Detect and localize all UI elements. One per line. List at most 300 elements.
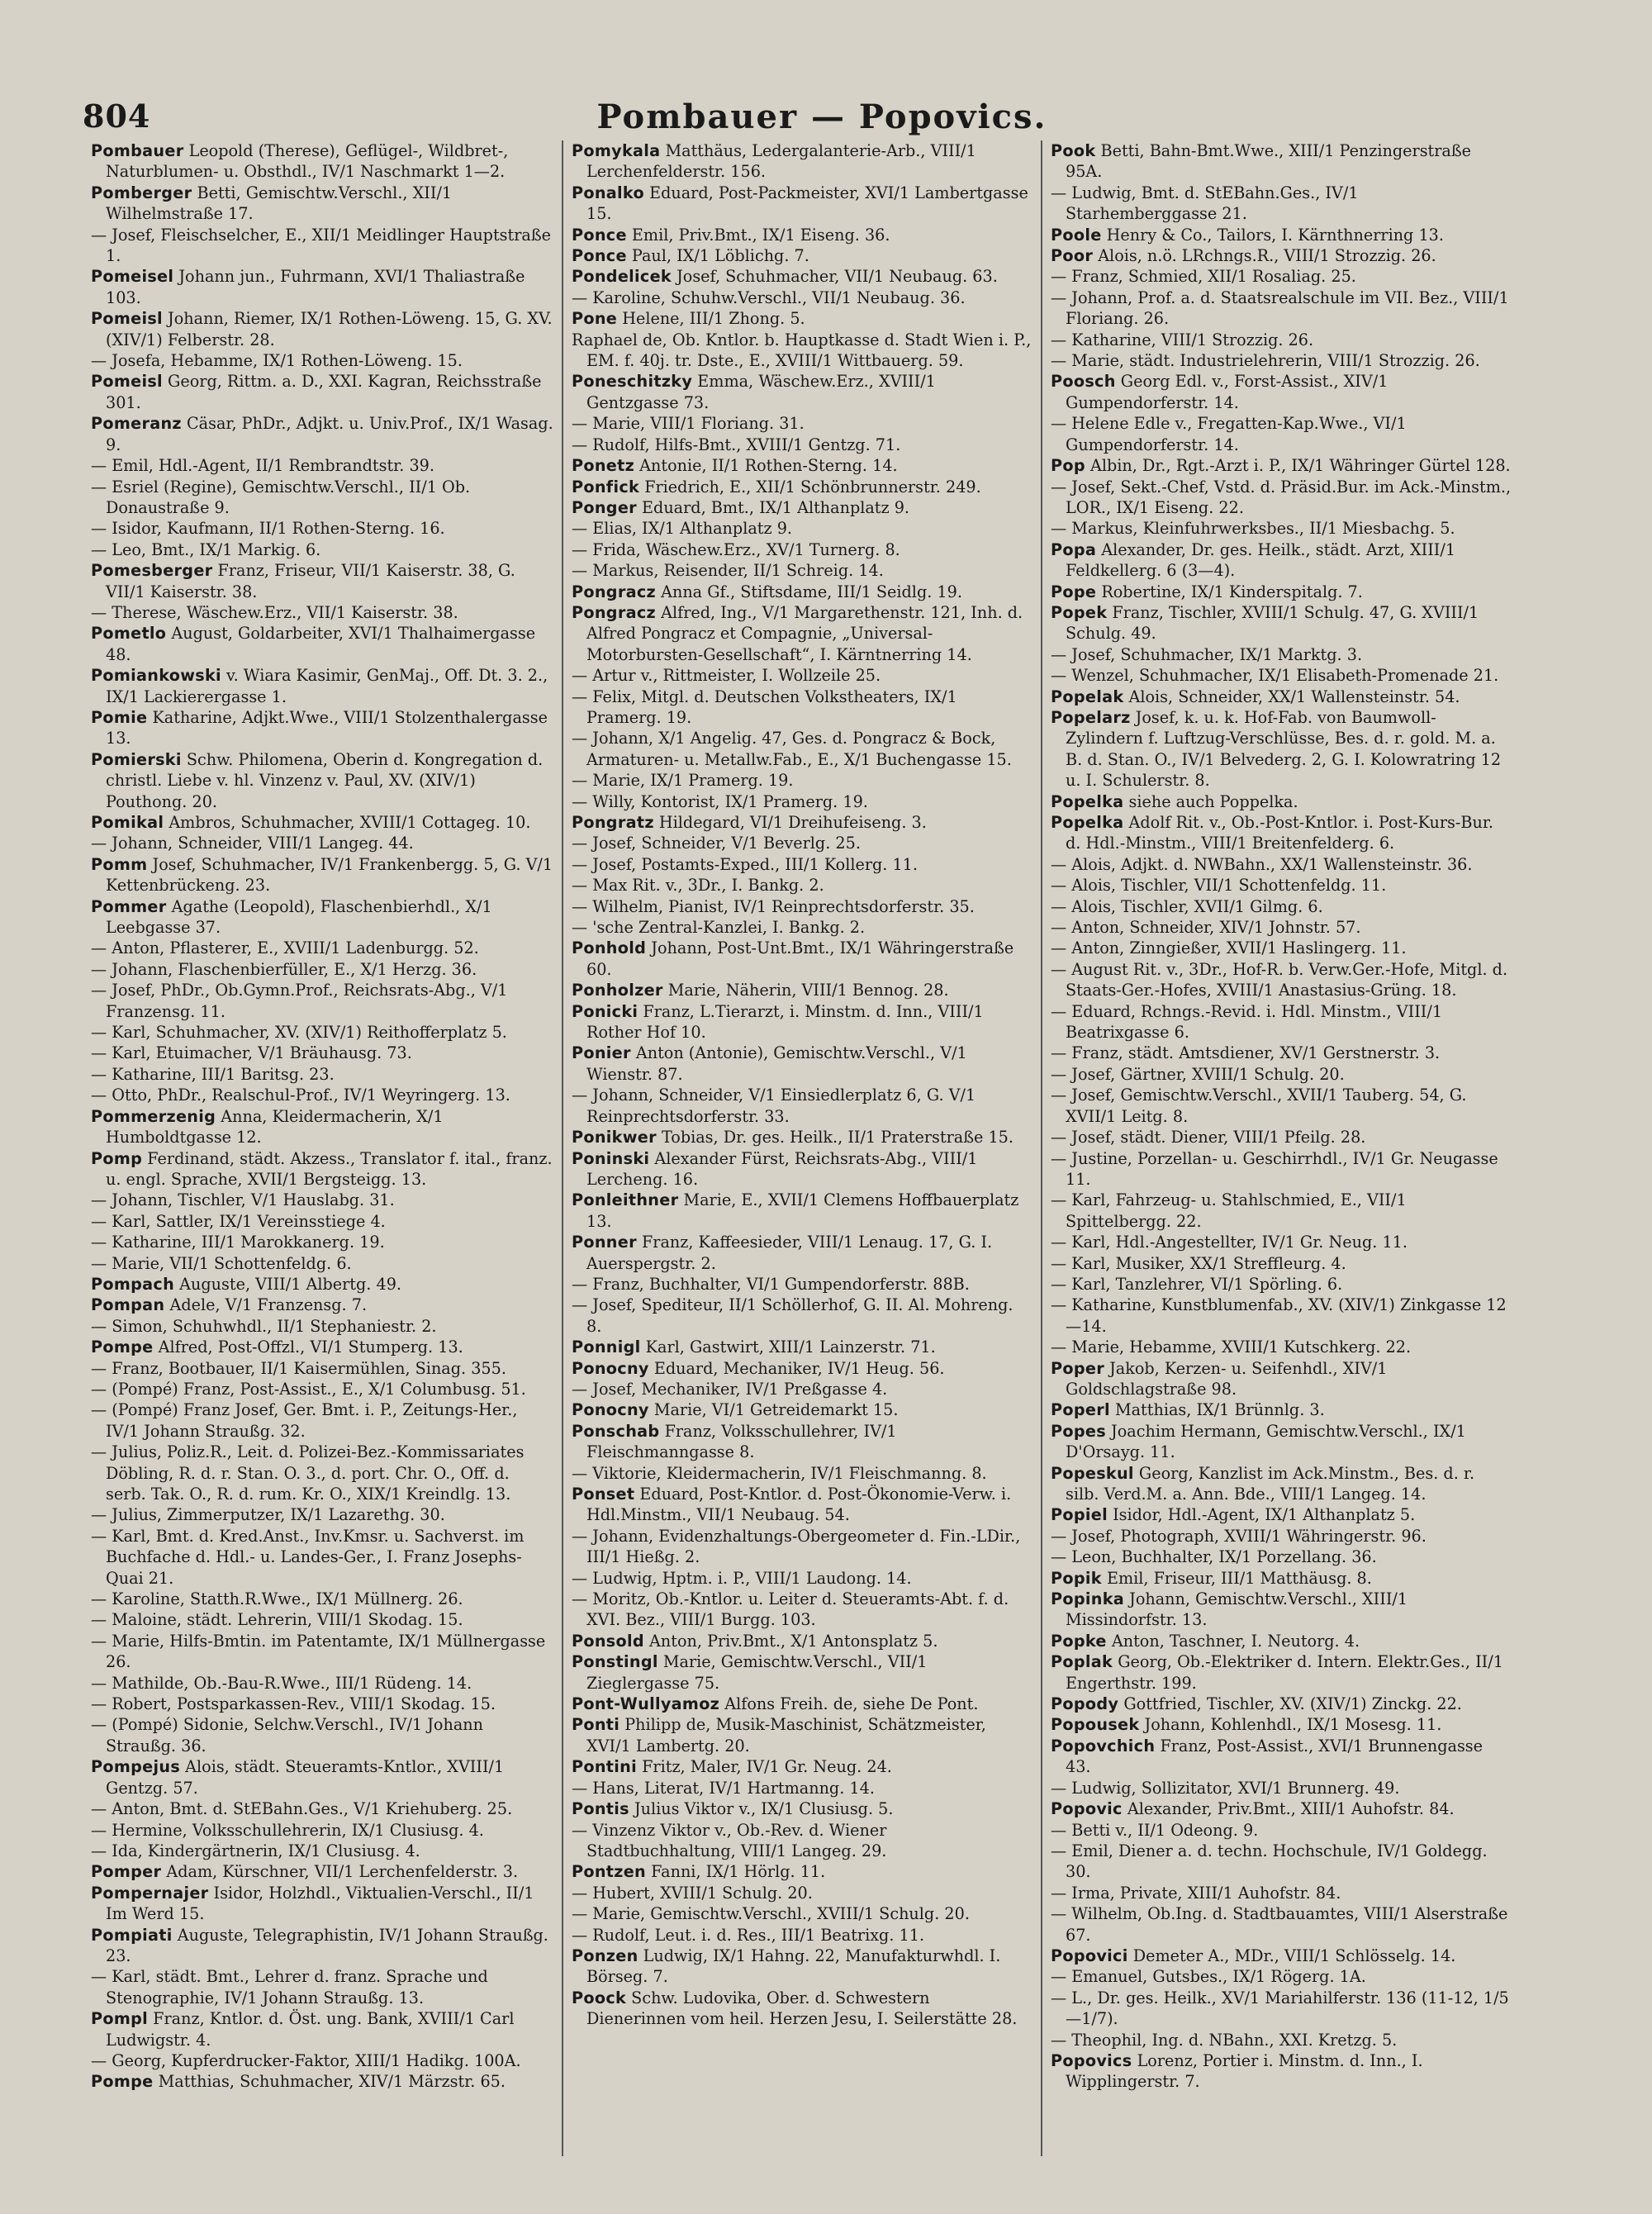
directory-entry <box>1051 1337 1512 1357</box>
entry-text: Isidor, Hdl.-Agent, IX/1 Althanplatz 5. <box>1113 1505 1416 1525</box>
entry-text: — Ludwig, Sollizitator, XVI/1 Brunnerg. 49. <box>1051 1778 1400 1798</box>
entry-text: — Alois, Tischler, XVII/1 Gilmg. 6. <box>1051 896 1323 916</box>
entry-text: Julius Viktor v., IX/1 Clusiusg. 5. <box>634 1799 894 1819</box>
entry-text: — Marie, Hilfs-Bmtin. im Patentamte, IX/1 Müllnergasse 26. <box>91 1631 546 1672</box>
entry-text: — (Pompé) Franz Josef, Ger. Bmt. i. P., Zeitungs-Her., IV/1 Johann Straußg. 32. <box>91 1400 518 1441</box>
directory-entry <box>91 225 553 267</box>
directory-entry <box>572 1379 1032 1399</box>
entry-text: — Karl, Bmt. d. Kred.Anst., Inv.Kmsr. u. Sachverst. im Buchfache d. Hdl.- u. Landes-Ger., I. Franz Josephs-Quai 21. <box>91 1526 525 1588</box>
entry-text: — Katharine, Kunstblumenfab., XV. (XIV/1) Zinkgasse 12—14. <box>1051 1295 1507 1336</box>
entry-text: — Josef, Schneider, V/1 Beverlg. 25. <box>572 834 861 853</box>
directory-entry <box>1051 1295 1512 1337</box>
entry-surname: Poninski <box>572 1148 650 1168</box>
entry-text: Anton (Antonie), Gemischtw.Verschl., V/1 Wienstr. 87. <box>586 1043 967 1084</box>
entry-surname: Pop <box>1051 456 1085 476</box>
directory-entry <box>572 582 1032 602</box>
entry-text: Henry & Co., Tailors, I. Kärnthnerring 13. <box>1106 225 1444 245</box>
directory-entry <box>572 1631 1032 1651</box>
entry-surname: Ponhold <box>572 938 647 958</box>
entry-text: — Karl, Etuimacher, V/1 Bräuhausg. 73. <box>91 1043 412 1063</box>
directory-entry <box>572 1043 1032 1085</box>
directory-entry <box>1051 1798 1512 1819</box>
entry-text: Marie, E., XVII/1 Clemens Hoffbauerplatz 13. <box>586 1190 1019 1231</box>
entry-surname: Popelarz <box>1051 707 1131 727</box>
entry-text: Marie, Gemischtw.Verschl., VII/1 Zieglergasse 75. <box>586 1652 928 1693</box>
directory-entry <box>1051 1841 1512 1883</box>
directory-entry <box>1051 1043 1512 1063</box>
entry-surname: Pontzen <box>572 1862 647 1882</box>
entry-text: Georg, Rittm. a. D., XXI. Kagran, Reichsstraße 301. <box>106 372 542 412</box>
directory-entry <box>91 1820 553 1841</box>
directory-entry <box>1051 812 1512 854</box>
directory-entry <box>1051 1064 1512 1085</box>
entry-text: — Leo, Bmt., IX/1 Markig. 6. <box>91 539 321 559</box>
entry-surname: Pomm <box>91 854 148 874</box>
entry-text: — Karoline, Schuhw.Verschl., VII/1 Neubaug. 36. <box>572 287 966 307</box>
entry-text: Johann, Kohlenhdl., IX/1 Mosesg. 11. <box>1144 1715 1442 1735</box>
entry-text: Josef, Schuhmacher, VII/1 Neubaug. 63. <box>676 267 998 287</box>
directory-entry <box>1051 1820 1512 1841</box>
directory-entry <box>91 665 553 707</box>
entry-text: — August Rit. v., 3Dr., Hof-R. b. Verw.Ger.-Hofe, Mitgl. d. Staats-Ger.-Hofes, XVIII/1 Anastasius-Grüng. 18. <box>1051 959 1508 1000</box>
directory-entry <box>91 350 553 371</box>
entry-surname: Popeskul <box>1051 1463 1134 1483</box>
entry-surname: Pongratz <box>572 813 654 832</box>
directory-entry <box>572 687 1032 729</box>
directory-entry <box>572 245 1032 266</box>
entry-surname: Ponsold <box>572 1631 644 1651</box>
page-header <box>83 97 1561 139</box>
directory-entry <box>1051 875 1512 896</box>
entry-text: — Wenzel, Schuhmacher, IX/1 Elisabeth-Promenade 21. <box>1051 666 1499 686</box>
entry-text: — Mathilde, Ob.-Bau-R.Wwe., III/1 Rüdeng. 14. <box>91 1673 472 1693</box>
entry-surname: Pope <box>1051 582 1097 601</box>
entry-text: — Irma, Private, XIII/1 Auhofstr. 84. <box>1051 1883 1341 1903</box>
directory-entry <box>572 287 1032 308</box>
entry-surname: Pommer <box>91 896 167 916</box>
directory-entry <box>1051 330 1512 350</box>
entry-text: Alexander, Priv.Bmt., XIII/1 Auhofstr. 84. <box>1127 1799 1455 1819</box>
directory-entry <box>91 1274 553 1295</box>
entry-text: Ferdinand, städt. Akzess., Translator f. ital., franz. u. engl. Sprache, XVII/1 Bergsteigg. 13. <box>106 1148 553 1189</box>
directory-entry <box>1051 1358 1512 1400</box>
directory-entry <box>1051 225 1512 245</box>
directory-entry <box>1051 644 1512 665</box>
entry-text: Georg Edl. v., Forst-Assist., XIV/1 Gumpendorferstr. 14. <box>1066 372 1389 412</box>
entry-text: — (Pompé) Sidonie, Selchw.Verschl., IV/1 Johann Straußg. 36. <box>91 1715 483 1756</box>
entry-text: — Simon, Schuhwhdl., II/1 Stephaniestr. 2. <box>91 1316 437 1336</box>
entry-text: Josef, Schuhmacher, IV/1 Frankenbergg. 5, G. V/1 Kettenbrückeng. 23. <box>106 854 553 896</box>
directory-entry <box>572 1001 1032 1043</box>
entry-text: — Johann, Flaschenbierfüller, E., X/1 Herzg. 36. <box>91 959 477 979</box>
entry-surname: Poperl <box>1051 1400 1110 1420</box>
entry-text: — Josef, PhDr., Ob.Gymn.Prof., Reichsrats-Abg., V/1 Franzensg. 11. <box>91 981 508 1021</box>
directory-entry <box>572 518 1032 539</box>
directory-entry <box>572 1148 1032 1190</box>
entry-surname: Pook <box>1051 141 1096 160</box>
directory-entry <box>91 1714 553 1756</box>
directory-entry <box>91 1295 553 1315</box>
entry-text: Alfons Freih. de, siehe De Pont. <box>724 1694 979 1714</box>
directory-entry <box>91 560 553 602</box>
directory-entry <box>91 1337 553 1357</box>
entry-text: Johann, Gemischtw.Verschl., XIII/1 Missindorfstr. 13. <box>1066 1589 1408 1630</box>
entry-text: — Katharine, III/1 Marokkanerg. 19. <box>91 1233 385 1252</box>
entry-text: — Willy, Kontorist, IX/1 Pramerg. 19. <box>572 791 868 811</box>
entry-text: — Josef, Gärtner, XVIII/1 Schulg. 20. <box>1051 1064 1345 1084</box>
directory-entry <box>1051 183 1512 225</box>
entry-text: — Markus, Kleinfuhrwerksbes., II/1 Miesbachg. 5. <box>1051 519 1455 539</box>
directory-entry <box>91 1589 553 1609</box>
entry-text: — Georg, Kupferdrucker-Faktor, XIII/1 Hadikg. 100A. <box>91 2050 521 2070</box>
directory-entry <box>91 1253 553 1274</box>
directory-entry <box>1051 1001 1512 1043</box>
entry-surname: Pomeisl <box>91 372 163 392</box>
entry-text: — Theophil, Ing. d. NBahn., XXI. Kretzg. 5. <box>1051 2030 1398 2050</box>
entry-text: — Marie, städt. Industrielehrerin, VIII/1 Strozzig. 26. <box>1051 351 1480 371</box>
entry-surname: Pondelicek <box>572 267 672 287</box>
directory-entry <box>91 707 553 749</box>
entry-text: Emil, Friseur, III/1 Matthäusg. 8. <box>1106 1568 1372 1588</box>
directory-entry <box>1051 2050 1512 2093</box>
directory-entry <box>91 1399 553 1442</box>
entry-text: — Emil, Hdl.-Agent, II/1 Rembrandtstr. 39. <box>91 456 434 476</box>
directory-entry <box>91 1841 553 1861</box>
directory-entry <box>91 413 553 455</box>
directory-entry <box>91 1673 553 1694</box>
directory-entry <box>1051 539 1512 582</box>
directory-entry <box>572 1861 1032 1882</box>
directory-entry <box>91 812 553 833</box>
entry-surname: Poosch <box>1051 372 1116 392</box>
directory-entry <box>91 2050 553 2071</box>
entry-text: — Franz, städt. Amtsdiener, XV/1 Gerstnerstr. 3. <box>1051 1043 1441 1063</box>
directory-entry <box>91 1064 553 1085</box>
entry-surname: Ponier <box>572 1043 631 1063</box>
entry-text: — Franz, Schmied, XII/1 Rosaliag. 25. <box>1051 267 1356 287</box>
directory-entry <box>1051 1903 1512 1946</box>
entry-text: Betti, Bahn-Bmt.Wwe., XIII/1 Penzingerstraße 95A. <box>1066 141 1472 182</box>
entry-surname: Ponikwer <box>572 1128 657 1147</box>
directory-entry <box>1051 1463 1512 1505</box>
entry-surname: Ponstingl <box>572 1652 658 1672</box>
entry-text: — Katharine, VIII/1 Strozzig. 26. <box>1051 330 1314 349</box>
entry-surname: Ponner <box>572 1233 637 1252</box>
entry-text: Anna Gf., Stiftsdame, III/1 Seidlg. 19. <box>661 582 962 601</box>
directory-entry <box>1051 1946 1512 1966</box>
column-middle <box>562 140 1041 2156</box>
directory-entry <box>91 623 553 665</box>
entry-text: Eduard, Post-Kntlor. d. Post-Ökonomie-Verw. i. Hdl.Minstm., VII/1 Neubaug. 54. <box>586 1485 1012 1525</box>
directory-entry <box>572 875 1032 896</box>
entry-text: Franz, L.Tierarzt, i. Minstm. d. Inn., VIII/1 Rother Hof 10. <box>586 1001 984 1043</box>
entry-surname: Ponzen <box>572 1946 638 1965</box>
entry-text: — Marie, Gemischtw.Verschl., XVIII/1 Schulg. 20. <box>572 1904 970 1924</box>
directory-entry <box>91 1442 553 1504</box>
directory-entry <box>572 854 1032 875</box>
entry-surname: Pompe <box>91 1337 154 1357</box>
entry-text: — Alois, Tischler, VII/1 Schottenfeldg. 11. <box>1051 876 1387 896</box>
entry-text: Alois, städt. Steueramts-Kntlor., XVIII/1 Gentzg. 57. <box>106 1757 505 1798</box>
entry-surname: Poole <box>1051 225 1102 245</box>
entry-surname: Poper <box>1051 1358 1104 1378</box>
directory-entry <box>91 1043 553 1063</box>
entry-surname: Popovici <box>1051 1946 1128 1965</box>
entry-text: — Hermine, Volksschullehrerin, IX/1 Clusiusg. 4. <box>91 1820 484 1840</box>
directory-entry <box>572 917 1032 938</box>
entry-surname: Popelka <box>1051 791 1124 811</box>
entry-text: Eduard, Post-Packmeister, XVI/1 Lambertgasse 15. <box>586 183 1028 224</box>
directory-entry <box>1051 1232 1512 1252</box>
directory-entry <box>572 1127 1032 1147</box>
directory-entry <box>572 665 1032 686</box>
entry-text: Matthias, IX/1 Brünnlg. 3. <box>1114 1400 1325 1420</box>
directory-entry <box>91 2008 553 2050</box>
entry-text: Fritz, Maler, IV/1 Gr. Neug. 24. <box>642 1757 892 1777</box>
directory-entry <box>572 1925 1032 1946</box>
entry-surname: Ponocny <box>572 1400 649 1420</box>
entry-text: — Artur v., Rittmeister, I. Wollzeile 25. <box>572 666 881 686</box>
entry-surname: Pomykala <box>572 141 661 160</box>
directory-entry <box>91 1190 553 1210</box>
entry-surname: Pomierski <box>91 749 182 769</box>
entry-text: Franz, Kntlor. d. Öst. ung. Bank, XVIII/1 Carl Ludwigstr. 4. <box>106 2009 515 2050</box>
entry-text: — Johann, Tischler, V/1 Hauslabg. 31. <box>91 1190 395 1210</box>
entry-text: Ludwig, IX/1 Hahng. 22, Manufakturwhdl. I. Börseg. 7. <box>586 1946 1001 1987</box>
directory-entry <box>91 183 553 225</box>
directory-entry <box>572 1988 1032 2030</box>
directory-entry <box>1051 1651 1512 1694</box>
directory-entry <box>572 1651 1032 1694</box>
directory-entry <box>1051 1694 1512 1714</box>
directory-entry <box>572 225 1032 245</box>
directory-entry <box>91 896 553 938</box>
directory-entry <box>91 1358 553 1379</box>
directory-entry <box>1051 854 1512 875</box>
entry-text: Isidor, Holzhdl., Viktualien-Verschl., II/1 Im Werd 15. <box>106 1883 534 1924</box>
entry-surname: Pombauer <box>91 141 184 160</box>
directory-entry <box>1051 140 1512 183</box>
entry-text: — Vinzenz Viktor v., Ob.-Rev. d. Wiener Stadtbuchhaltung, VIII/1 Langeg. 29. <box>572 1820 887 1860</box>
directory-entry <box>1051 1421 1512 1463</box>
directory-entry <box>572 1756 1032 1777</box>
entry-text: Franz, Friseur, VII/1 Kaiserstr. 38, G. VII/1 Kaiserstr. 38. <box>106 561 515 601</box>
directory-entry <box>572 1589 1032 1631</box>
entry-text: Georg, Kanzlist im Ack.Minstm., Bes. d. r. silb. Verd.M. a. Ann. Bde., VIII/1 Langeg. 14. <box>1066 1463 1475 1504</box>
directory-entry <box>91 518 553 539</box>
entry-text: — Emanuel, Gutsbes., IX/1 Rögerg. 1A. <box>1051 1967 1366 1987</box>
entry-surname: Ponce <box>572 246 627 266</box>
entry-text: — Josef, Gemischtw.Verschl., XVII/1 Tauberg. 54, G. XVII/1 Leitg. 8. <box>1051 1086 1467 1126</box>
entry-text: — Katharine, III/1 Baritsg. 23. <box>91 1064 335 1084</box>
directory-entry <box>91 1798 553 1819</box>
entry-text: Cäsar, PhDr., Adjkt. u. Univ.Prof., IX/1 Wasag. 9. <box>106 414 553 454</box>
entry-text: — Josef, Photograph, XVIII/1 Währingerstr. 96. <box>1051 1526 1427 1546</box>
entry-surname: Pompl <box>91 2009 149 2029</box>
entry-text: — Viktorie, Kleidermacherin, IV/1 Fleischmanng. 8. <box>572 1463 987 1483</box>
directory-entry <box>572 1274 1032 1295</box>
directory-entry <box>572 1337 1032 1357</box>
entry-text: — Anton, Bmt. d. StEBahn.Ges., V/1 Kriehuberg. 25. <box>91 1799 513 1819</box>
entry-surname: Ponetz <box>572 456 635 476</box>
running-head: Pombauer — Popovics. <box>596 97 1047 136</box>
directory-entry <box>1051 266 1512 287</box>
entry-text: Hildegard, VI/1 Dreihufeiseng. 3. <box>658 813 927 832</box>
entry-text: — Wilhelm, Pianist, IV/1 Reinprechtsdorferstr. 35. <box>572 896 975 916</box>
directory-entry <box>572 770 1032 791</box>
entry-text: — Wilhelm, Ob.Ing. d. Stadtbauamtes, VIII/1 Alserstraße 67. <box>1051 1904 1508 1945</box>
directory-entry <box>91 1022 553 1043</box>
directory-entry <box>1051 1253 1512 1274</box>
directory-entry <box>572 728 1032 770</box>
entry-text: — Karl, Schuhmacher, XV. (XIV/1) Reithofferplatz 5. <box>91 1023 507 1043</box>
entry-surname: Ponleithner <box>572 1190 679 1210</box>
entry-text: Alexander Fürst, Reichsrats-Abg., VIII/1 Lercheng. 16. <box>586 1148 978 1189</box>
entry-text: Franz, Kaffeesieder, VIII/1 Lenaug. 17, G. I. Auerspergstr. 2. <box>586 1233 993 1273</box>
directory-entry <box>91 266 553 308</box>
entry-text: — Rudolf, Hilfs-Bmt., XVIII/1 Gentzg. 71. <box>572 435 901 454</box>
entry-text: Philipp de, Musik-Maschinist, Schätzmeister, XVI/1 Lambertg. 20. <box>586 1715 986 1756</box>
entry-text: Demeter A., MDr., VIII/1 Schlösselg. 14. <box>1132 1946 1456 1965</box>
directory-entry <box>91 1631 553 1673</box>
directory-entry <box>572 1798 1032 1819</box>
entry-text: — Karl, Musiker, XX/1 Streffleurg. 4. <box>1051 1253 1346 1273</box>
directory-entry <box>572 455 1032 476</box>
entry-surname: Popke <box>1051 1631 1107 1651</box>
entry-text: Antonie, II/1 Rothen-Sterng. 14. <box>639 456 898 476</box>
entry-text: Josef, k. u. k. Hof-Fab. von Baumwoll-Zylindern f. Luftzug-Verschlüsse, Bes. d. r. gold. M. a. B. d. Stan. O., IV/1 Belvederg. 2, G. I. Kolowratring 12 u. I. Schulerstr. 8. <box>1066 707 1502 791</box>
entry-text: Gottfried, Tischler, XV. (XIV/1) Zinckg. 22. <box>1123 1694 1462 1714</box>
entry-text: — Marie, Hebamme, XVIII/1 Kutschkerg. 22. <box>1051 1337 1412 1357</box>
entry-text: Jakob, Kerzen- u. Seifenhdl., XIV/1 Goldschlagstraße 98. <box>1066 1358 1388 1399</box>
directory-entry <box>1051 1736 1512 1778</box>
directory-entry <box>91 1232 553 1252</box>
entry-text: Raphael de, Ob. Kntlor. b. Hauptkasse d. Stadt Wien i. P., EM. f. 40j. tr. Dste., E., XVIII/1 Wittbauerg. 59. <box>572 330 1032 371</box>
entry-text: — Anton, Zinngießer, XVII/1 Haslingerg. 11. <box>1051 938 1407 958</box>
directory-entry <box>91 749 553 812</box>
page-number: 804 <box>83 97 151 135</box>
entry-text: Adam, Kürschner, VII/1 Lerchenfelderstr. 3. <box>166 1862 519 1882</box>
directory-entry <box>1051 1148 1512 1190</box>
entry-text: — Marie, VII/1 Schottenfeldg. 6. <box>91 1253 352 1273</box>
directory-entry <box>572 1526 1032 1568</box>
directory-entry <box>91 477 553 519</box>
directory-entry <box>1051 791 1512 812</box>
entry-text: — Karl, Tanzlehrer, VI/1 Spörling. 6. <box>1051 1274 1343 1294</box>
entry-surname: Popovchich <box>1051 1736 1156 1756</box>
directory-entry <box>572 140 1032 183</box>
entry-text: Joachim Hermann, Gemischtw.Verschl., IX/1 D'Orsayg. 11. <box>1066 1421 1466 1462</box>
entry-surname: Poplak <box>1051 1652 1113 1672</box>
entry-text: Emil, Priv.Bmt., IX/1 Eiseng. 36. <box>631 225 890 245</box>
entry-text: — Josefa, Hebamme, IX/1 Rothen-Löweng. 15. <box>91 351 463 371</box>
entry-text: siehe auch Poppelka. <box>1128 791 1298 811</box>
entry-text: Auguste, Telegraphistin, IV/1 Johann Straußg. 23. <box>106 1925 548 1965</box>
entry-text: Anton, Priv.Bmt., X/1 Antonsplatz 5. <box>649 1631 938 1651</box>
entry-text: — Ludwig, Bmt. d. StEBahn.Ges., IV/1 Starhemberggasse 21. <box>1051 183 1359 224</box>
entry-surname: Ponschab <box>572 1421 660 1441</box>
directory-entry <box>91 938 553 958</box>
entry-text: Emma, Wäschew.Erz., XVIII/1 Gentzgasse 73. <box>586 372 936 412</box>
entry-text: — Max Rit. v., 3Dr., I. Bankg. 2. <box>572 876 824 896</box>
entry-surname: Pongracz <box>572 602 656 622</box>
entry-text: Eduard, Bmt., IX/1 Althanplatz 9. <box>642 497 910 517</box>
entry-surname: Ponce <box>572 225 627 245</box>
entry-text: v. Wiara Kasimir, GenMaj., Off. Dt. 3. 2., IX/1 Lackierergasse 1. <box>106 666 548 706</box>
entry-text: — Josef, Sekt.-Chef, Vstd. d. Präsid.Bur. im Ack.-Minstm., LOR., IX/1 Eiseng. 22. <box>1051 477 1512 517</box>
entry-surname: Ponnigl <box>572 1337 641 1357</box>
entry-surname: Pompejus <box>91 1757 181 1777</box>
entry-text: — Anton, Schneider, XIV/1 Johnstr. 57. <box>1051 918 1361 938</box>
entry-text: Helene, III/1 Zhong. 5. <box>622 309 805 329</box>
directory-entry <box>91 1756 553 1798</box>
directory-entry <box>1051 1589 1512 1631</box>
entry-text: Schw. Ludovika, Ober. d. Schwestern Dienerinnen vom heil. Herzen Jesu, I. Seilerstätte 28. <box>586 1988 1018 2029</box>
entry-surname: Pompan <box>91 1295 165 1315</box>
directory-entry <box>1051 959 1512 1001</box>
entry-text: Katharine, Adjkt.Wwe., VIII/1 Stolzenthalergasse 13. <box>106 707 548 748</box>
entry-text: — Otto, PhDr., Realschul-Prof., IV/1 Weyringerg. 13. <box>91 1086 510 1105</box>
entry-surname: Ponocny <box>572 1358 649 1378</box>
directory-entry <box>572 1946 1032 1988</box>
entry-surname: Popody <box>1051 1694 1119 1714</box>
entry-text: — Esriel (Regine), Gemischtw.Verschl., II/1 Ob. Donaustraße 9. <box>91 477 471 517</box>
directory-entry <box>91 980 553 1022</box>
directory-entry <box>572 371 1032 413</box>
directory-entry <box>572 1568 1032 1589</box>
directory-entry <box>1051 245 1512 266</box>
entry-surname: Ponger <box>572 497 637 517</box>
entry-text: — Ida, Kindergärtnerin, IX/1 Clusiusg. 4. <box>91 1841 420 1860</box>
directory-entry <box>572 1778 1032 1798</box>
directory-entry <box>1051 1399 1512 1420</box>
directory-entry <box>572 308 1032 329</box>
entry-surname: Pompe <box>91 2072 154 2092</box>
directory-entry <box>91 1609 553 1630</box>
directory-entry <box>572 560 1032 581</box>
entry-text: Ambros, Schuhmacher, XVIII/1 Cottageg. 10. <box>169 813 531 832</box>
entry-surname: Popelak <box>1051 687 1124 706</box>
directory-entry <box>572 602 1032 665</box>
entry-text: — Maloine, städt. Lehrerin, VIII/1 Skodag. 15. <box>91 1610 463 1630</box>
directory-entry <box>572 833 1032 853</box>
entry-text: — Josef, Postamts-Exped., III/1 Kollerg. 11. <box>572 854 918 874</box>
directory-entry <box>1051 1568 1512 1589</box>
entry-text: Tobias, Dr. ges. Heilk., II/1 Praterstraße 15. <box>661 1128 1014 1147</box>
entry-text: — Ludwig, Hptm. i. P., VIII/1 Laudong. 14. <box>572 1568 912 1588</box>
entry-text: — Alois, Adjkt. d. NWBahn., XX/1 Wallensteinstr. 36. <box>1051 854 1473 874</box>
entry-text: — Johann, X/1 Angelig. 47, Ges. d. Pongracz & Bock, Armaturen- u. Metallw.Fab., E., X/1 Buchengasse 15. <box>572 729 1012 769</box>
entry-surname: Popiel <box>1051 1505 1108 1525</box>
entry-text: — Moritz, Ob.-Kntlor. u. Leiter d. Steueramts-Abt. f. d. XVI. Bez., VIII/1 Burgg. 103. <box>572 1589 1009 1630</box>
directory-entry <box>572 435 1032 455</box>
entry-surname: Pomberger <box>91 183 192 202</box>
entry-surname: Pontis <box>572 1799 629 1819</box>
directory-entry <box>91 1966 553 2008</box>
entry-text: — Markus, Reisender, II/1 Schreig. 14. <box>572 561 884 581</box>
directory-entry <box>572 1232 1032 1274</box>
column-left <box>83 140 562 2156</box>
directory-entry <box>91 1883 553 1925</box>
directory-columns <box>83 140 1561 2156</box>
directory-entry <box>1051 938 1512 958</box>
entry-surname: Ponholzer <box>572 981 663 1000</box>
entry-text: Anna, Kleidermacherin, X/1 Humboldtgasse 12. <box>106 1106 444 1147</box>
entry-surname: Pomesberger <box>91 561 213 581</box>
entry-text: — Josef, Mechaniker, IV/1 Preßgasse 4. <box>572 1379 888 1399</box>
entry-text: Alfred, Ing., V/1 Margarethenstr. 121, Inh. d. Alfred Pongracz et Compagnie, „Universal-Motorbursten-Gesellschaft“, I. Kärntnerring 14. <box>586 602 1023 664</box>
entry-text: Agathe (Leopold), Flaschenbierhdl., X/1 Leebgasse 37. <box>106 896 492 938</box>
